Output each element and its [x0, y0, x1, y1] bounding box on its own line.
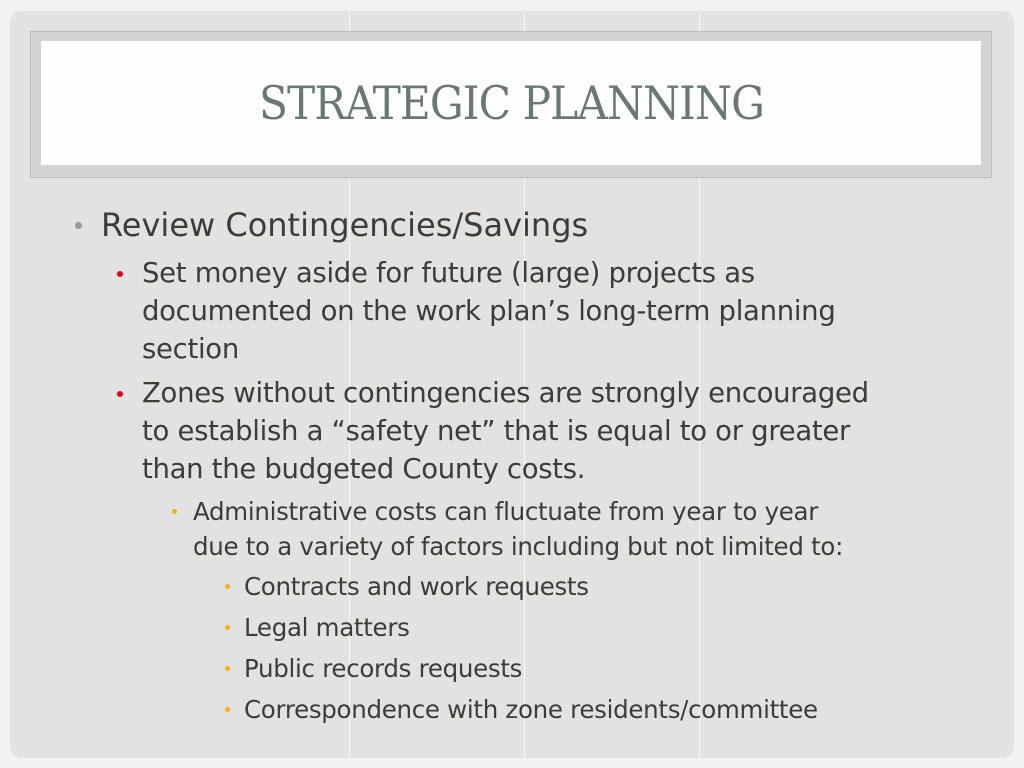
bullet-dot-icon [225, 707, 230, 712]
bullet-dot-icon [75, 222, 82, 229]
bullet-level2-line: documented on the work plan’s long-term planning [142, 295, 836, 327]
bullet-level2-line: than the budgeted County costs. [142, 453, 586, 485]
bullet-dot-icon [117, 271, 123, 277]
bullet-level3-line: Administrative costs can fluctuate from year to year [193, 497, 819, 526]
bullet-level4: Contracts and work requests [244, 572, 589, 601]
bullet-level2-line: Set money aside for future (large) projects as [142, 257, 755, 289]
slide-title: STRATEGIC PLANNING [258, 76, 764, 130]
bullet-level4: Legal matters [244, 613, 410, 642]
bullet-level2-line: to establish a “safety net” that is equal to or greater [142, 415, 850, 447]
bullet-level3-line: due to a variety of factors including but not limited to: [193, 532, 844, 561]
bullet-level4: Public records requests [244, 654, 523, 683]
bullet-dot-icon [117, 391, 123, 397]
bullet-dot-icon [225, 625, 230, 630]
bullet-level4: Correspondence with zone residents/committee [244, 695, 818, 724]
bullet-dot-icon [225, 584, 230, 589]
bullet-level2-line: Zones without contingencies are strongly encouraged [142, 377, 869, 409]
bullet-level2-line: section [142, 333, 239, 365]
bullet-level1: Review Contingencies/Savings [101, 206, 589, 244]
bullet-dot-icon [225, 666, 230, 671]
bullet-dot-icon [172, 509, 177, 514]
